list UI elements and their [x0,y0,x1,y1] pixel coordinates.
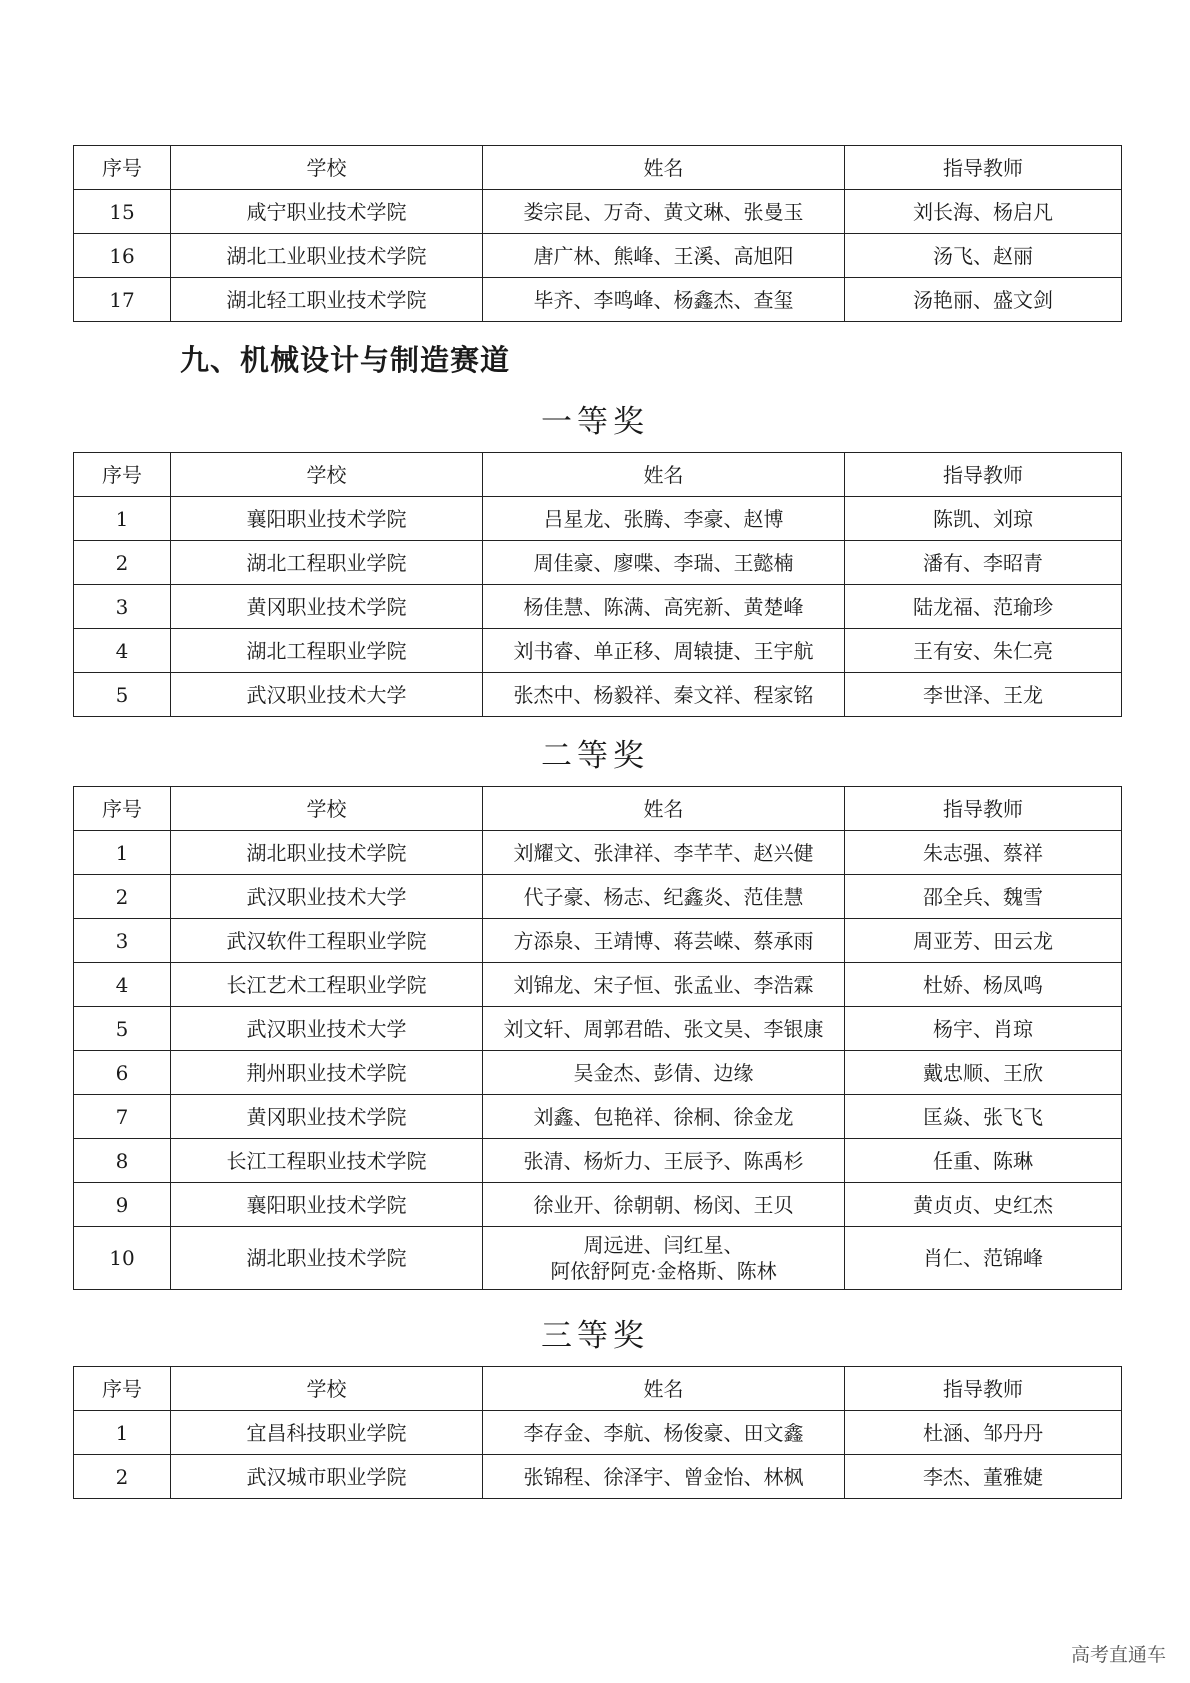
header-school: 学校 [171,1367,483,1411]
cell-no: 9 [74,1183,171,1227]
first-prize-table [73,452,1122,717]
header-no: 序号 [74,453,171,497]
header-school: 学校 [171,453,483,497]
cell-school: 湖北轻工职业技术学院 [171,278,483,322]
cell-names: 毕齐、李鸣峰、杨鑫杰、查玺 [483,278,845,322]
header-teachers: 指导教师 [845,453,1122,497]
cell-teachers: 朱志强、蔡祥 [845,831,1122,875]
cell-names [483,1227,845,1290]
names-line-2: 阿依舒阿克·金格斯、陈林 [550,1259,777,1283]
cell-teachers: 匡焱、张飞飞 [845,1095,1122,1139]
cell-names: 徐业开、徐朝朝、杨闵、王贝 [483,1183,845,1227]
header-names: 姓名 [483,1367,845,1411]
cell-teachers: 陆龙福、范瑜珍 [845,585,1122,629]
table-row [74,1227,1122,1290]
cell-teachers: 潘有、李昭青 [845,541,1122,585]
cell-no: 1 [74,497,171,541]
cell-names: 代子豪、杨志、纪鑫炎、范佳慧 [483,875,845,919]
continued-award-table [73,145,1122,322]
table-row [74,629,1122,673]
header-names: 姓名 [483,146,845,190]
cell-no: 7 [74,1095,171,1139]
cell-school: 湖北工程职业学院 [171,541,483,585]
cell-no: 16 [74,234,171,278]
table-row [74,673,1122,717]
cell-no: 2 [74,1455,171,1499]
cell-teachers: 黄贞贞、史红杰 [845,1183,1122,1227]
table-row [74,278,1122,322]
cell-teachers: 杜娇、杨凤鸣 [845,963,1122,1007]
header-teachers: 指导教师 [845,1367,1122,1411]
table-row [74,1051,1122,1095]
cell-teachers: 杨宇、肖琼 [845,1007,1122,1051]
table-header-row [74,453,1122,497]
table-header-row [74,787,1122,831]
second-prize-title: 二等奖 [541,738,649,774]
cell-no: 17 [74,278,171,322]
table-row [74,190,1122,234]
cell-school: 武汉职业技术大学 [171,875,483,919]
table-row [74,1007,1122,1051]
table-row [74,234,1122,278]
table-row [74,919,1122,963]
cell-teachers: 刘长海、杨启凡 [845,190,1122,234]
cell-no: 1 [74,1411,171,1455]
watermark-text: 高考直通车 [1070,1644,1166,1666]
cell-names: 刘文轩、周郭君皓、张文昊、李银康 [483,1007,845,1051]
cell-teachers: 邵全兵、魏雪 [845,875,1122,919]
cell-names: 刘书睿、单正移、周辕捷、王宇航 [483,629,845,673]
cell-names: 张清、杨炘力、王辰予、陈禹杉 [483,1139,845,1183]
header-no: 序号 [74,1367,171,1411]
table-row [74,1139,1122,1183]
cell-school: 黄冈职业技术学院 [171,1095,483,1139]
table-row [74,1183,1122,1227]
cell-names: 吕星龙、张腾、李豪、赵博 [483,497,845,541]
cell-no: 3 [74,919,171,963]
table-row [74,497,1122,541]
cell-no: 2 [74,875,171,919]
cell-school: 武汉城市职业学院 [171,1455,483,1499]
third-prize-table [73,1366,1122,1499]
cell-teachers: 李世泽、王龙 [845,673,1122,717]
cell-names: 吴金杰、彭倩、边缘 [483,1051,845,1095]
table-row [74,585,1122,629]
cell-school: 武汉软件工程职业学院 [171,919,483,963]
header-names: 姓名 [483,787,845,831]
header-teachers: 指导教师 [845,146,1122,190]
cell-no: 2 [74,541,171,585]
table-row [74,831,1122,875]
cell-no: 5 [74,1007,171,1051]
cell-teachers: 肖仁、范锦峰 [845,1227,1122,1290]
cell-teachers: 任重、陈琳 [845,1139,1122,1183]
cell-names: 刘锦龙、宋子恒、张孟业、李浩霖 [483,963,845,1007]
header-teachers: 指导教师 [845,787,1122,831]
cell-no: 6 [74,1051,171,1095]
cell-school: 咸宁职业技术学院 [171,190,483,234]
cell-names: 周佳豪、廖喋、李瑞、王懿楠 [483,541,845,585]
table-row [74,1095,1122,1139]
cell-names: 刘鑫、包艳祥、徐桐、徐金龙 [483,1095,845,1139]
cell-teachers: 戴忠顺、王欣 [845,1051,1122,1095]
cell-teachers: 杜涵、邹丹丹 [845,1411,1122,1455]
second-prize-table [73,786,1122,1290]
header-no: 序号 [74,787,171,831]
cell-school: 襄阳职业技术学院 [171,497,483,541]
cell-teachers: 王有安、朱仁亮 [845,629,1122,673]
table-row [74,541,1122,585]
cell-no: 10 [74,1227,171,1290]
cell-school: 武汉职业技术大学 [171,673,483,717]
cell-names: 张杰中、杨毅祥、秦文祥、程家铭 [483,673,845,717]
third-prize-title: 三等奖 [541,1318,649,1354]
table-row [74,1455,1122,1499]
cell-teachers: 李杰、董雅婕 [845,1455,1122,1499]
first-prize-title: 一等奖 [541,404,649,440]
cell-no: 5 [74,673,171,717]
cell-names: 方添泉、王靖博、蒋芸嵘、蔡承雨 [483,919,845,963]
cell-school: 长江艺术工程职业学院 [171,963,483,1007]
table-header-row [74,1367,1122,1411]
table-row [74,875,1122,919]
cell-school: 襄阳职业技术学院 [171,1183,483,1227]
cell-names: 杨佳慧、陈满、高宪新、黄楚峰 [483,585,845,629]
cell-teachers: 周亚芳、田云龙 [845,919,1122,963]
header-no: 序号 [74,146,171,190]
table-row [74,1411,1122,1455]
header-school: 学校 [171,787,483,831]
cell-no: 4 [74,629,171,673]
cell-school: 湖北职业技术学院 [171,1227,483,1290]
cell-no: 3 [74,585,171,629]
names-line-1: 周远进、闫红星、 [583,1233,744,1257]
header-names: 姓名 [483,453,845,497]
section-title: 九、机械设计与制造赛道 [180,343,511,377]
cell-names: 李存金、李航、杨俊豪、田文鑫 [483,1411,845,1455]
cell-names: 娄宗昆、万奇、黄文琳、张曼玉 [483,190,845,234]
cell-teachers: 陈凯、刘琼 [845,497,1122,541]
cell-teachers: 汤艳丽、盛文剑 [845,278,1122,322]
cell-names: 唐广林、熊峰、王溪、高旭阳 [483,234,845,278]
cell-no: 1 [74,831,171,875]
cell-no: 4 [74,963,171,1007]
cell-school: 湖北工程职业学院 [171,629,483,673]
table-row [74,963,1122,1007]
header-school: 学校 [171,146,483,190]
cell-teachers: 汤飞、赵丽 [845,234,1122,278]
cell-names: 张锦程、徐泽宇、曾金怡、林枫 [483,1455,845,1499]
cell-names: 刘耀文、张津祥、李芊芊、赵兴健 [483,831,845,875]
cell-school: 长江工程职业技术学院 [171,1139,483,1183]
cell-school: 湖北工业职业技术学院 [171,234,483,278]
cell-no: 8 [74,1139,171,1183]
cell-school: 武汉职业技术大学 [171,1007,483,1051]
table-header-row [74,146,1122,190]
cell-school: 湖北职业技术学院 [171,831,483,875]
cell-no: 15 [74,190,171,234]
cell-school: 宜昌科技职业学院 [171,1411,483,1455]
cell-school: 荆州职业技术学院 [171,1051,483,1095]
cell-school: 黄冈职业技术学院 [171,585,483,629]
